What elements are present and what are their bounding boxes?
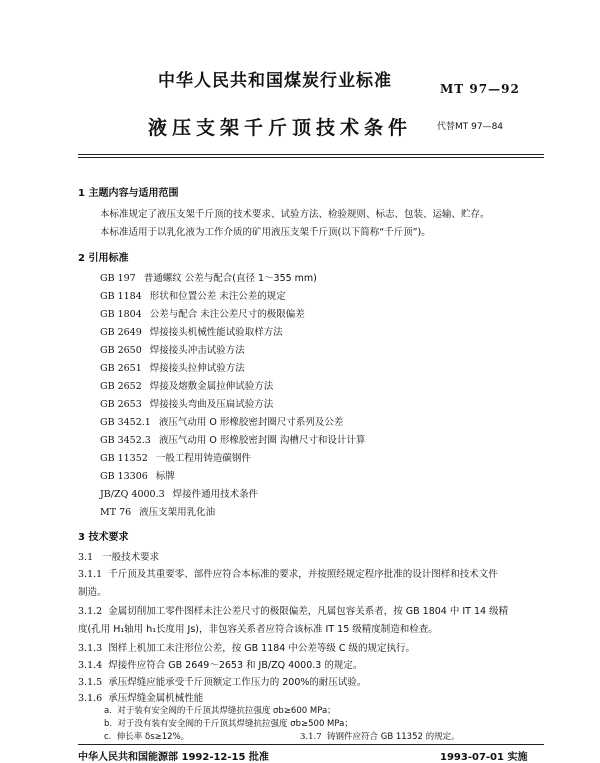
reference-code: MT 76 bbox=[100, 507, 132, 518]
reference-code: GB 3452.3 bbox=[100, 435, 151, 446]
clause-number: 3.1.7 bbox=[300, 732, 322, 742]
clause-text: 承压焊缝应能承受千斤顶额定工作压力的 200%的耐压试验。 bbox=[108, 677, 367, 688]
clause-3-1-3 bbox=[78, 640, 415, 654]
reference-item bbox=[100, 432, 365, 446]
reference-title: 公差与配合 未注公差尺寸的极限偏差 bbox=[149, 309, 305, 320]
reference-code: GB 11352 bbox=[100, 453, 148, 464]
approval-line: 中华人民共和国能源部 1992-12-15 批准 bbox=[78, 752, 269, 763]
list-item-label: b. bbox=[104, 719, 113, 729]
document-title: 液压支架千斤顶技术条件 bbox=[148, 117, 413, 139]
reference-title: 焊接件通用技术条件 bbox=[172, 489, 259, 500]
section-3-heading: 3 技术要求 bbox=[78, 532, 129, 543]
reference-title: 液压气动用 O 形橡胶密封圈 沟槽尺寸和设计计算 bbox=[158, 435, 366, 446]
list-item-label: c. bbox=[104, 732, 112, 742]
clause-text: 一般技术要求 bbox=[102, 552, 160, 563]
reference-item bbox=[100, 270, 317, 284]
list-item-label: a. bbox=[104, 706, 112, 716]
reference-code: GB 2652 bbox=[100, 381, 142, 392]
list-item bbox=[104, 704, 336, 716]
section-1-paragraph-1: 本标准规定了液压支架千斤顶的技术要求、试验方法、检验规则、标志、包装、运输、贮存。 bbox=[100, 209, 490, 220]
clause-3-1-1-continued: 制造。 bbox=[78, 587, 107, 598]
reference-title: 焊接接头弯曲及压扁试验方法 bbox=[149, 399, 274, 410]
reference-title: 普通螺纹 公差与配合(直径 1～355 mm) bbox=[143, 273, 317, 284]
clause-text: 千斤顶及其重要零、部件应符合本标准的要求，并按照经规定程序批准的设计图样和技术文件 bbox=[108, 569, 498, 580]
reference-item bbox=[100, 306, 305, 320]
reference-title: 一般工程用铸造碳钢件 bbox=[155, 453, 251, 464]
list-item bbox=[104, 717, 353, 729]
reference-item bbox=[100, 324, 283, 338]
reference-code: GB 1804 bbox=[100, 309, 142, 320]
reference-code: GB 2653 bbox=[100, 399, 142, 410]
reference-title: 焊接及熔敷金属拉伸试验方法 bbox=[149, 381, 274, 392]
reference-item bbox=[100, 396, 273, 410]
reference-item bbox=[100, 342, 245, 356]
reference-item bbox=[100, 360, 245, 374]
reference-code: GB 3452.1 bbox=[100, 417, 151, 428]
list-item-text: 伸长率 δs≥12%。 bbox=[116, 732, 190, 742]
footer-divider bbox=[78, 744, 544, 745]
clause-3-1-7 bbox=[300, 730, 460, 742]
clause-3-1-1 bbox=[78, 566, 498, 580]
reference-code: JB/ZQ 4000.3 bbox=[100, 489, 165, 500]
list-item bbox=[104, 730, 189, 742]
clause-text: 铸钢件应符合 GB 11352 的规定。 bbox=[327, 732, 460, 742]
section-1-heading: 1 主题内容与适用范围 bbox=[78, 188, 179, 199]
reference-code: GB 1184 bbox=[100, 291, 142, 302]
reference-item bbox=[100, 468, 175, 482]
standard-title: 中华人民共和国煤炭行业标准 bbox=[158, 71, 392, 91]
clause-text: 焊接件应符合 GB 2649～2653 和 JB/ZQ 4000.3 的规定。 bbox=[108, 660, 363, 671]
clause-text: 图样上机加工未注形位公差，按 GB 1184 中公差等级 C 级的规定执行。 bbox=[108, 643, 416, 654]
reference-code: GB 2651 bbox=[100, 363, 142, 374]
reference-title: 标牌 bbox=[155, 471, 175, 482]
reference-title: 液压支架用乳化油 bbox=[139, 507, 216, 518]
clause-3-1-2-continued: 度(孔用 H₁轴用 h₁长度用 Js)，非包容关系者应符合该标准 IT 15 级精度制造和检查。 bbox=[78, 624, 438, 635]
reference-item bbox=[100, 504, 215, 518]
reference-code: GB 197 bbox=[100, 273, 136, 284]
header-divider-2 bbox=[78, 157, 544, 158]
clause-number: 3.1.1 bbox=[78, 569, 103, 580]
clause-3-1-4 bbox=[78, 657, 362, 671]
clause-number: 3.1.5 bbox=[78, 677, 103, 688]
reference-code: GB 2650 bbox=[100, 345, 142, 356]
clause-number: 3.1.4 bbox=[78, 660, 103, 671]
header-divider bbox=[78, 154, 544, 155]
clause-number: 3.1.3 bbox=[78, 643, 103, 654]
clause-text: 金属切削加工零件图样未注公差尺寸的极限偏差，凡属包容关系者，按 GB 1804 中 IT 14 级精 bbox=[108, 606, 509, 617]
list-item-text: 对于没有装有安全阀的千斤顶其焊缝抗拉强度 σb≥500 MPa； bbox=[117, 719, 353, 729]
clause-3-1 bbox=[78, 549, 159, 563]
reference-title: 焊接接头拉伸试验方法 bbox=[149, 363, 245, 374]
clause-number: 3.1.2 bbox=[78, 606, 103, 617]
reference-item bbox=[100, 414, 343, 428]
reference-code: GB 13306 bbox=[100, 471, 148, 482]
list-item-text: 对于装有安全阀的千斤顶其焊缝抗拉强度 σb≥600 MPa； bbox=[117, 706, 336, 716]
implementation-date: 1993-07-01 实施 bbox=[440, 752, 528, 763]
reference-title: 形状和位置公差 未注公差的规定 bbox=[149, 291, 286, 302]
section-1-paragraph-2: 本标准适用于以乳化液为工作介质的矿用液压支架千斤顶(以下简称“千斤顶”)。 bbox=[100, 227, 431, 238]
reference-item bbox=[100, 450, 251, 464]
clause-3-1-6 bbox=[78, 690, 203, 704]
reference-title: 液压气动用 O 形橡胶密封圈尺寸系列及公差 bbox=[158, 417, 344, 428]
clause-number: 3.1 bbox=[78, 552, 94, 563]
clause-3-1-2 bbox=[78, 603, 508, 617]
reference-item bbox=[100, 486, 258, 500]
standard-code: MT 97—92 bbox=[440, 82, 520, 96]
reference-item bbox=[100, 378, 273, 392]
clause-number: 3.1.6 bbox=[78, 693, 103, 704]
replaces-note: 代替MT 97—84 bbox=[437, 122, 504, 132]
clause-text: 承压焊缝金属机械性能 bbox=[108, 693, 204, 704]
reference-item bbox=[100, 288, 286, 302]
clause-3-1-5 bbox=[78, 674, 366, 688]
reference-title: 焊接接头机械性能试验取样方法 bbox=[149, 327, 283, 338]
reference-code: GB 2649 bbox=[100, 327, 142, 338]
section-2-heading: 2 引用标准 bbox=[78, 253, 129, 264]
reference-title: 焊接接头冲击试验方法 bbox=[149, 345, 245, 356]
